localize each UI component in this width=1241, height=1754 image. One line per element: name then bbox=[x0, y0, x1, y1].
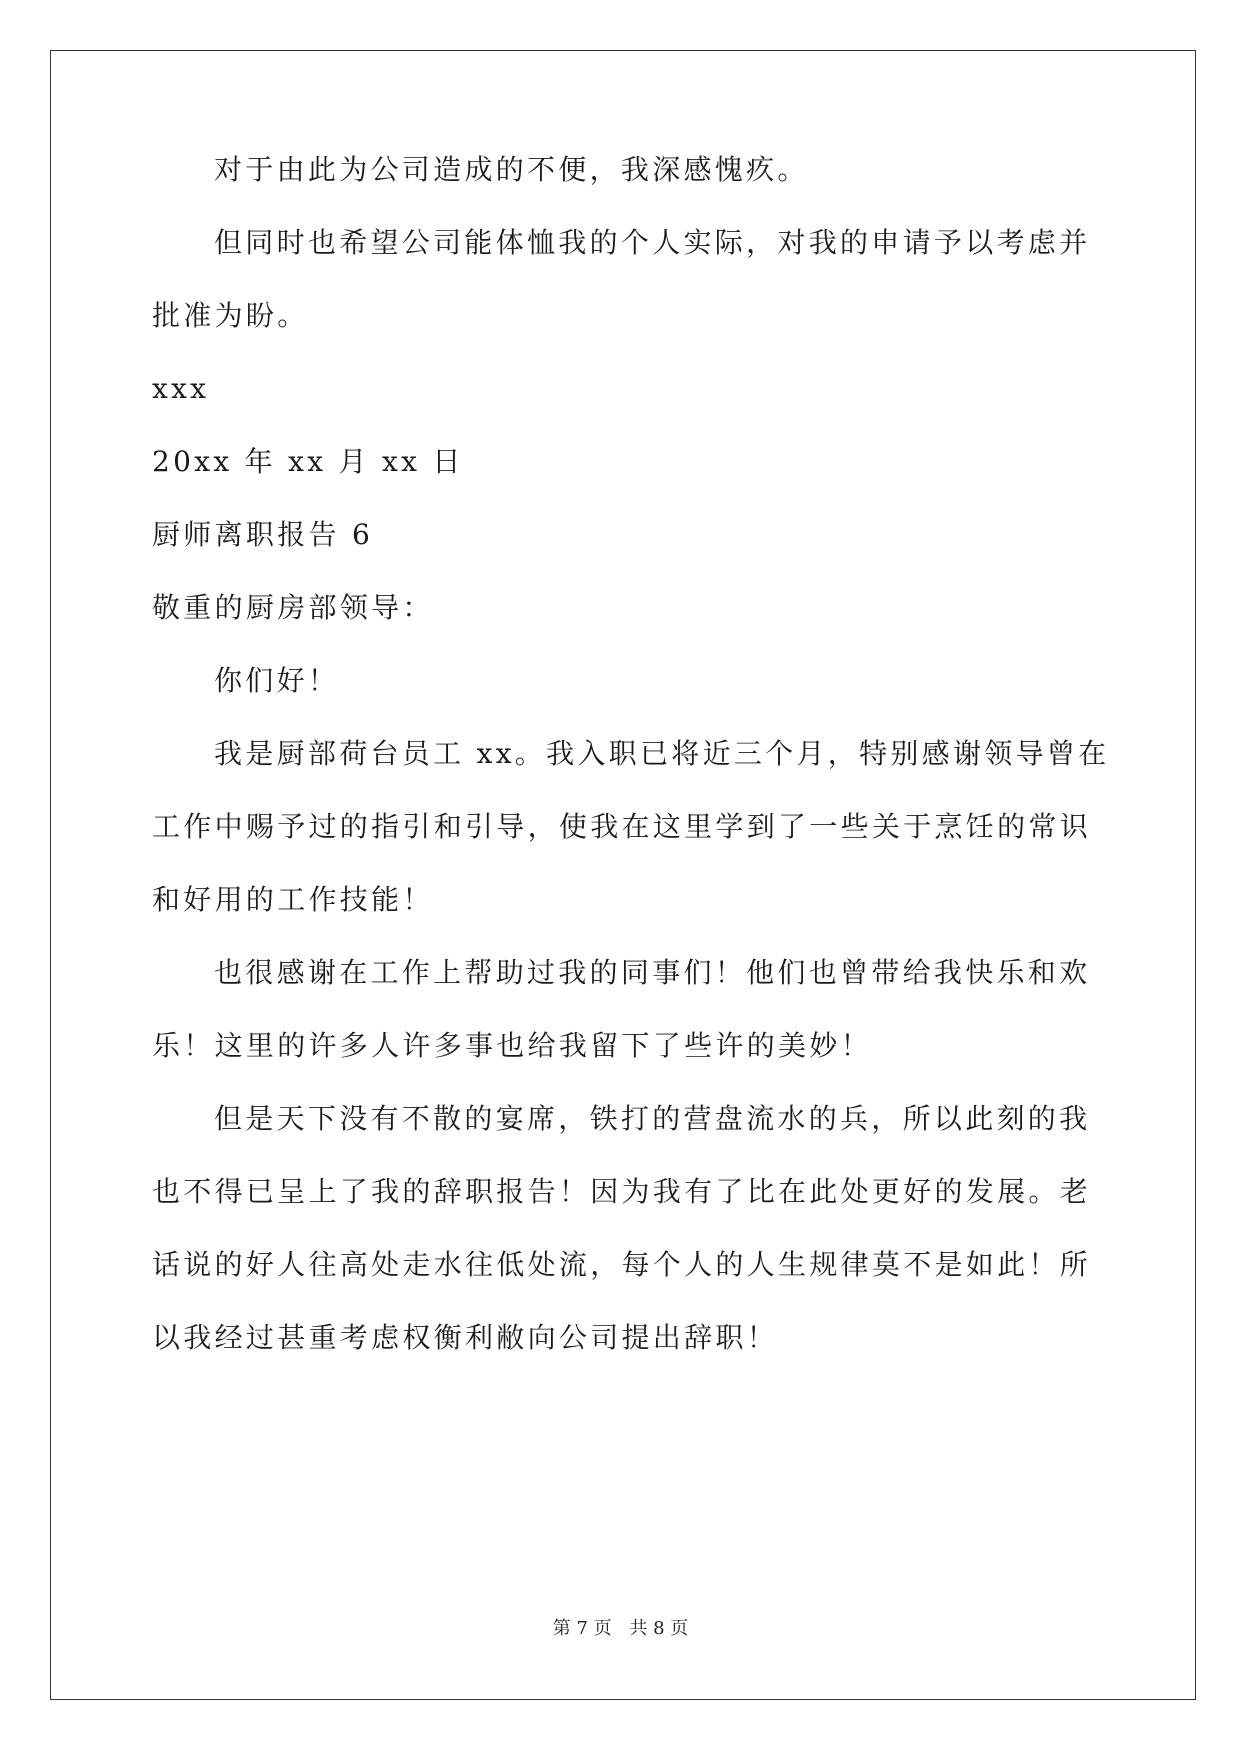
paragraph-line: 和好用的工作技能！ bbox=[152, 883, 434, 916]
paragraph-line: 也不得已呈上了我的辞职报告！因为我有了比在此处更好的发展。老 bbox=[152, 1175, 1092, 1208]
paragraph-line: 工作中赐予过的指引和引导，使我在这里学到了一些关于烹饪的常识 bbox=[152, 810, 1092, 843]
paragraph-line: 我是厨部荷台员工 xx。我入职已将近三个月，特别感谢领导曾在 bbox=[214, 737, 1110, 770]
paragraph-line: 但是天下没有不散的宴席，铁打的营盘流水的兵，所以此刻的我 bbox=[214, 1102, 1091, 1135]
salutation: 敬重的厨房部领导： bbox=[152, 591, 434, 624]
current-page-number: 第 7 页 bbox=[552, 1618, 612, 1639]
signature-date: 20xx 年 xx 月 xx 日 bbox=[152, 445, 464, 478]
greeting: 你们好！ bbox=[214, 664, 340, 697]
page-footer bbox=[0, 1617, 1241, 1641]
total-pages: 共 8 页 bbox=[629, 1618, 689, 1639]
paragraph-line: 也很感谢在工作上帮助过我的同事们！他们也曾带给我快乐和欢 bbox=[214, 956, 1091, 989]
paragraph-line: 对于由此为公司造成的不便，我深感愧疚。 bbox=[214, 153, 809, 186]
paragraph-line: 但同时也希望公司能体恤我的个人实际，对我的申请予以考虑并 bbox=[214, 226, 1091, 259]
paragraph-line: 乐！这里的许多人许多事也给我留下了些许的美妙！ bbox=[152, 1029, 872, 1062]
paragraph-line: 话说的好人往高处走水往低处流，每个人的人生规律莫不是如此！所 bbox=[152, 1248, 1092, 1281]
signature-name: xxx bbox=[152, 372, 210, 405]
section-title: 厨师离职报告 6 bbox=[152, 518, 374, 551]
paragraph-line: 批准为盼。 bbox=[152, 299, 309, 332]
paragraph-line: 以我经过甚重考虑权衡利敝向公司提出辞职！ bbox=[152, 1321, 779, 1354]
